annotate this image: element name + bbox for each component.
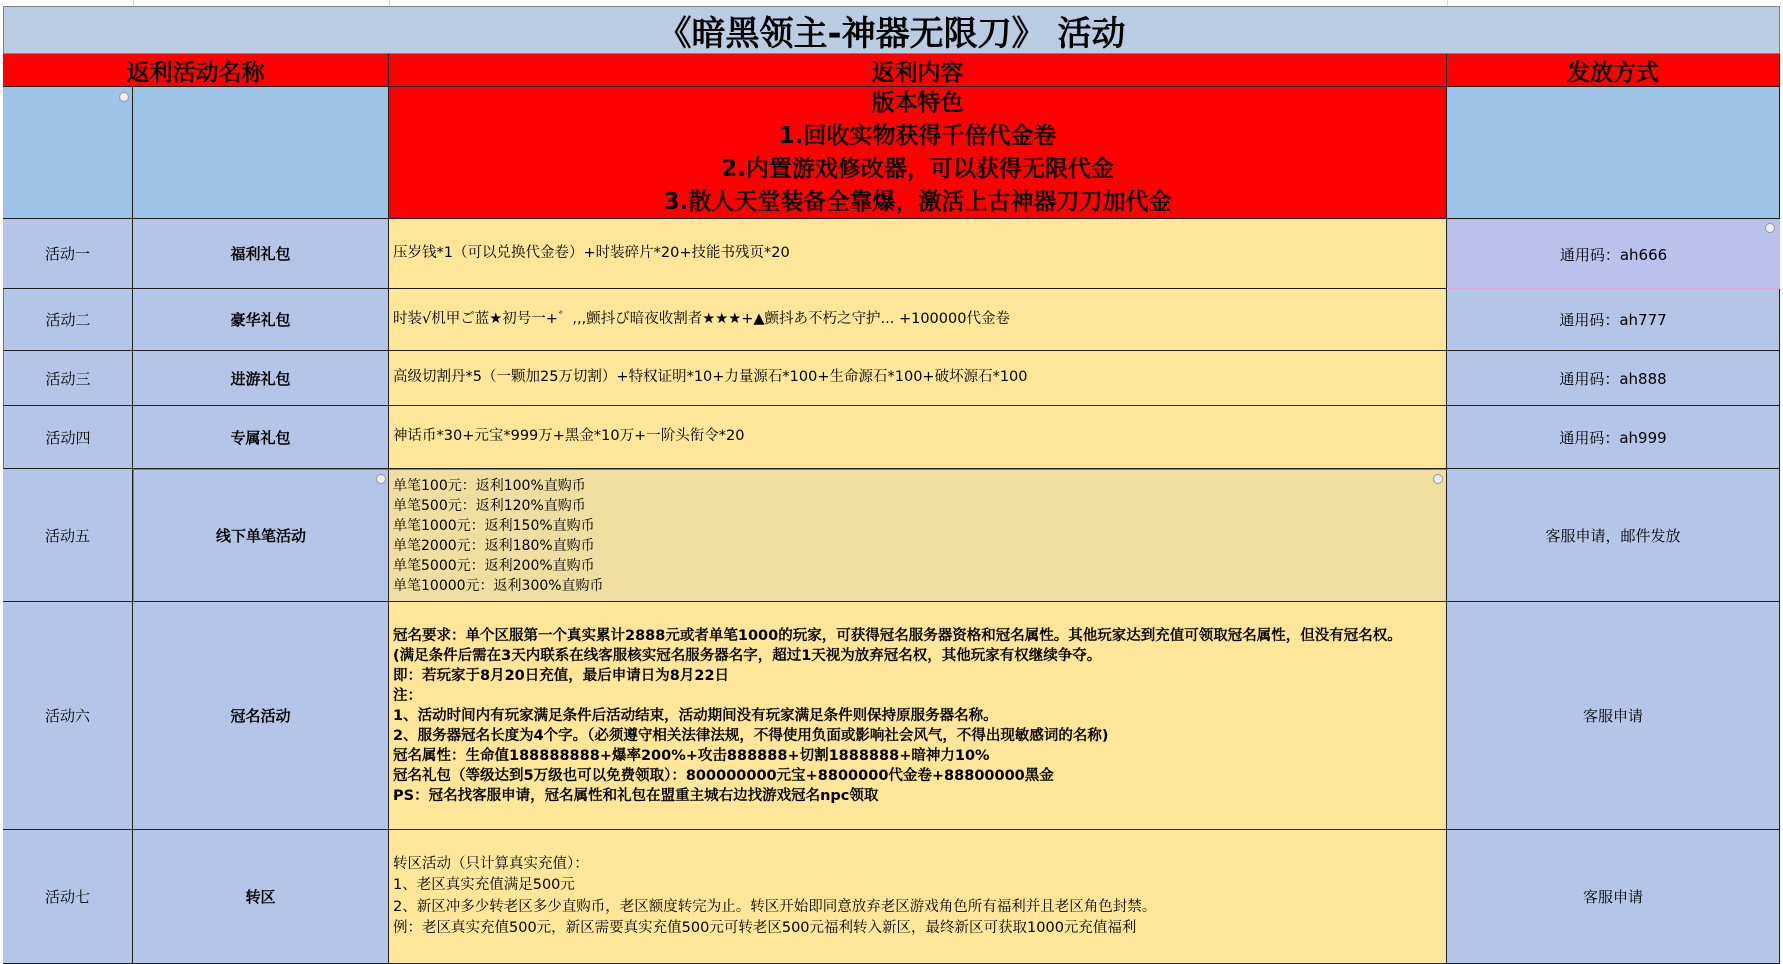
activity-method[interactable]: 客服申请 (1447, 830, 1780, 964)
content-line: 单笔10000元：返利300%直购币 (393, 577, 604, 594)
activity-id[interactable]: 活动五 (3, 469, 133, 602)
activity-name[interactable]: 进游礼包 (133, 351, 389, 406)
activity-content[interactable] (389, 469, 1447, 602)
content-line: 神话币*30+元宝*999万+黑金*10万+一阶头衔令*20 (393, 428, 745, 445)
content-line: 单笔2000元：返利180%直购币 (393, 537, 595, 554)
activity-id[interactable]: 活动七 (3, 830, 133, 964)
content-line: 转区活动（只计算真实充值）： (393, 855, 589, 872)
activity-id[interactable]: 活动三 (3, 351, 133, 406)
activity-content[interactable] (389, 351, 1447, 406)
feature-id-cell[interactable] (3, 87, 133, 219)
activity-id[interactable]: 活动一 (3, 219, 133, 289)
feature-line: 3.散人天堂装备全靠爆，激活上古神器刀刀加代金 (663, 188, 1172, 215)
content-line: 时装√机甲ご蓝★初号一+゛,,,颤抖び暗夜收割者★★★+▲颤抖あ不朽之守护... +100000代金卷 (393, 310, 1010, 327)
activity-name[interactable]: 福利礼包 (133, 219, 389, 289)
content-line: 例：老区真实充值500元，新区需要真实充值500元可转老区500元福利转入新区，最终新区可获取1000元充值福利 (393, 920, 1137, 936)
content-line: 注： (393, 687, 422, 704)
comment-marker-icon[interactable] (1433, 474, 1443, 484)
activity-name[interactable]: 转区 (133, 830, 389, 964)
content-line: PS：冠名找客服申请，冠名属性和礼包在盟重主城右边找游戏冠名npc领取 (393, 787, 879, 804)
content-line: 即：若玩家于8月20日充值，最后申请日为8月22日 (393, 667, 730, 684)
content-line: 高级切割丹*5（一颗加25万切割）+特权证明*10+力量源石*100+生命源石*100+破坏源石*100 (393, 369, 1028, 386)
feature-line: 版本特色 (871, 89, 964, 116)
feature-line: 1.回收实物获得千倍代金卷 (778, 122, 1057, 149)
activity-name[interactable]: 冠名活动 (133, 602, 389, 830)
sheet-title[interactable]: 《暗黑领主-神器无限刀》 活动 (3, 6, 1780, 54)
activity-content[interactable] (389, 602, 1447, 830)
feature-line: 2.内置游戏修改器，可以获得无限代金 (721, 155, 1114, 182)
activity-name[interactable]: 线下单笔活动 (133, 469, 389, 602)
content-line: 冠名属性：生命值188888888+爆率200%+攻击888888+切割1888888+暗神力10% (393, 747, 990, 764)
activity-id[interactable]: 活动六 (3, 602, 133, 830)
version-features[interactable] (389, 87, 1447, 219)
activity-id[interactable]: 活动四 (3, 406, 133, 469)
activity-method[interactable]: 通用码：ah888 (1447, 351, 1780, 406)
content-line: 1、老区真实充值满足500元 (393, 877, 575, 893)
content-line: 单笔100元：返利100%直购币 (393, 477, 586, 494)
comment-marker-icon[interactable] (119, 92, 129, 102)
header-content[interactable]: 返利内容 (389, 54, 1447, 87)
content-line: 冠名礼包（等级达到5万级也可以免费领取）：800000000元宝+8800000代金卷+88800000黑金 (393, 767, 1054, 784)
content-line: 冠名要求：单个区服第一个真实累计2888元或者单笔1000的玩家，可获得冠名服务器资格和冠名属性。其他玩家达到充值可领取冠名属性，但没有冠名权。 (393, 627, 1402, 644)
header-method[interactable]: 发放方式 (1447, 54, 1780, 87)
comment-marker-icon[interactable] (376, 474, 386, 484)
content-line: 2、服务器冠名长度为4个字。（必须遵守相关法律法规，不得使用负面或影响社会风气，不得出现敏感词的名称) (393, 727, 1109, 744)
content-line: 1、活动时间内有玩家满足条件后活动结束，活动期间没有玩家满足条件则保持原服务器名称。 (393, 707, 998, 724)
content-line: (满足条件后需在3天内联系在线客服核实冠名服务器名字，超过1天视为放弃冠名权，其他玩家有权继续争夺。 (393, 647, 1102, 664)
activity-method[interactable]: 通用码：ah999 (1447, 406, 1780, 469)
content-line: 单笔5000元：返利200%直购币 (393, 557, 595, 574)
activity-id[interactable]: 活动二 (3, 289, 133, 351)
header-activity-name[interactable]: 返利活动名称 (3, 54, 389, 87)
feature-method-cell[interactable] (1447, 87, 1780, 219)
activity-content[interactable] (389, 219, 1447, 289)
content-line: 2、新区冲多少转老区多少直购币，老区额度转完为止。转区开始即同意放弃老区游戏角色所有福利并且老区角色封禁。 (393, 898, 1157, 915)
activity-method[interactable]: 客服申请，邮件发放 (1447, 469, 1780, 602)
content-line: 压岁钱*1（可以兑换代金卷）+时装碎片*20+技能书残页*20 (393, 244, 790, 261)
activity-method[interactable]: 通用码：ah666 (1447, 219, 1780, 289)
activity-content[interactable] (389, 406, 1447, 469)
activity-name[interactable]: 专属礼包 (133, 406, 389, 469)
activity-content[interactable] (389, 289, 1447, 351)
comment-marker-icon[interactable] (1765, 223, 1775, 233)
activity-name[interactable]: 豪华礼包 (133, 289, 389, 351)
activity-content[interactable] (389, 830, 1447, 964)
content-line: 单笔1000元：返利150%直购币 (393, 517, 595, 534)
activity-method[interactable]: 客服申请 (1447, 602, 1780, 830)
content-line: 单笔500元：返利120%直购币 (393, 497, 586, 514)
activity-method[interactable]: 通用码：ah777 (1447, 289, 1780, 351)
feature-name-cell[interactable] (133, 87, 389, 219)
